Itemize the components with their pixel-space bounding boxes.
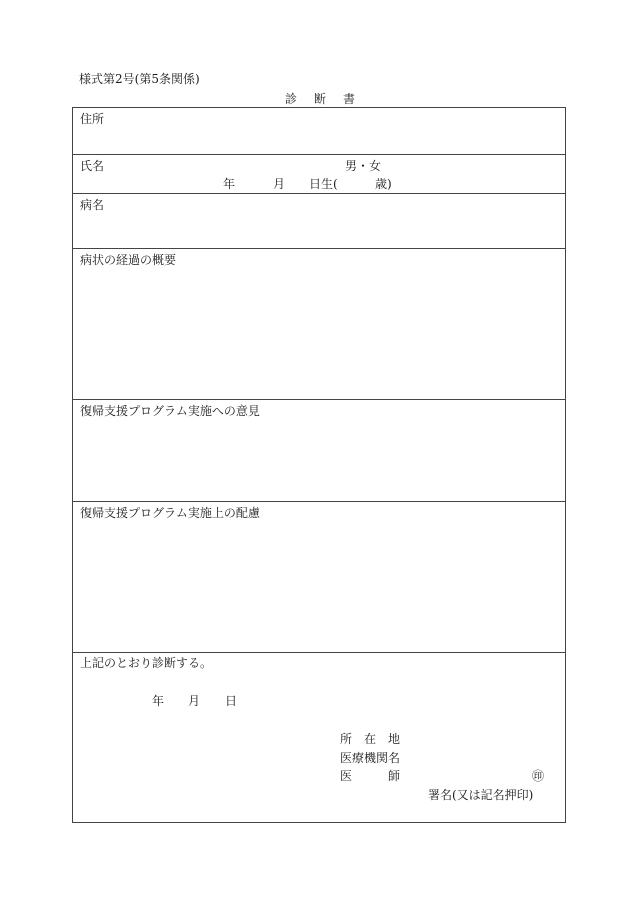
symptom-label: 病状の経過の概要 <box>80 253 177 267</box>
location-label: 所 在 地 <box>340 732 401 746</box>
institution-label: 医療機関名 <box>340 751 401 765</box>
age-label: 歳) <box>375 177 392 191</box>
signature-note: 署名(又は記名押印) <box>428 788 534 802</box>
row-divider <box>73 501 565 502</box>
row-divider <box>73 193 565 194</box>
cert-date-day: 日 <box>225 694 238 708</box>
row-divider <box>73 652 565 653</box>
seal-mark: ㊞ <box>532 769 545 783</box>
cert-date-month: 月 <box>188 694 201 708</box>
title-char-3: 書 <box>343 92 356 106</box>
disease-label: 病名 <box>80 198 105 212</box>
form-number: 様式第2号(第5条関係) <box>79 72 200 86</box>
document-title <box>285 93 355 105</box>
certification-statement: 上記のとおり診断する。 <box>80 656 213 670</box>
consideration-label: 復帰支援プログラム実施上の配慮 <box>80 506 260 520</box>
title-char-2: 断 <box>314 92 327 106</box>
row-divider <box>73 399 565 400</box>
address-label: 住所 <box>80 112 105 126</box>
opinion-label: 復帰支援プログラム実施への意見 <box>80 404 260 418</box>
sex-options: 男・女 <box>345 159 382 173</box>
diagnosis-form-table <box>72 107 566 823</box>
name-label: 氏名 <box>80 159 105 173</box>
birth-day-label: 日生( <box>309 177 338 191</box>
row-divider <box>73 154 565 155</box>
birth-year-label: 年 <box>223 177 236 191</box>
title-char-1: 診 <box>285 92 298 106</box>
birth-month-label: 月 <box>273 177 286 191</box>
cert-date-year: 年 <box>152 694 165 708</box>
row-divider <box>73 248 565 249</box>
doctor-label: 医 師 <box>340 769 401 783</box>
